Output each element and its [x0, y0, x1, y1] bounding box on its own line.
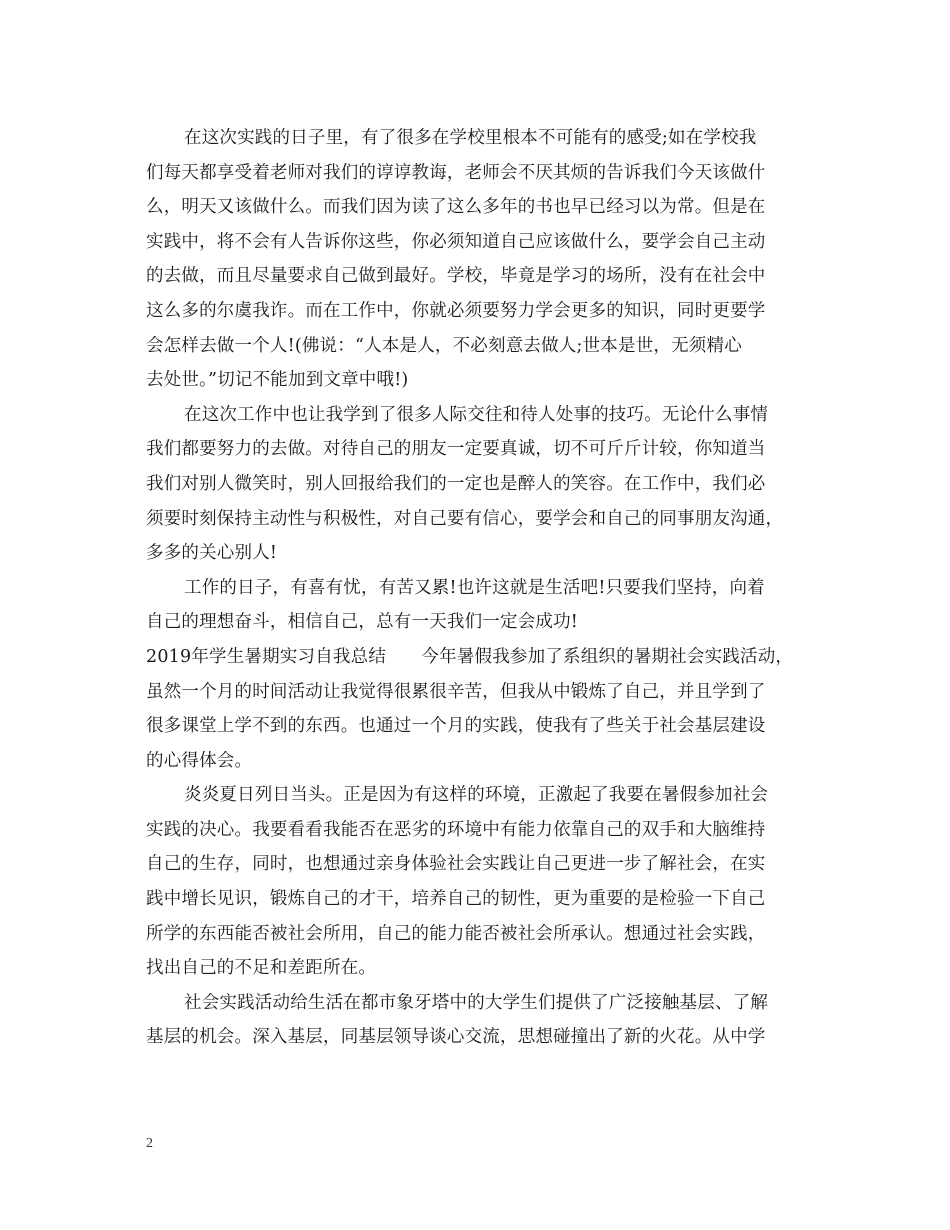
text-line: 们每天都享受着老师对我们的谆谆教诲，老师会不厌其烦的告诉我们今天该做什 [146, 162, 766, 183]
text-line: 的去做，而且尽量要求自己做到最好。学校，毕竟是学习的场所，没有在社会中 [146, 266, 766, 287]
text-line: 社会实践活动给生活在都市象牙塔中的大学生们提供了广泛接触基层、了解 [184, 992, 769, 1013]
text-line: 在这次实践的日子里，有了很多在学校里根本不可能有的感受;如在学校我 [184, 128, 757, 148]
text-line: 实践的决心。我要看看我能否在恶劣的环境中有能力依靠自己的双手和大脑维持 [146, 819, 766, 840]
text-line: 这么多的尔虞我诈。而在工作中，你就必须要努力学会更多的知识，同时更要学 [146, 300, 766, 321]
text-line: 找出自己的不足和差距所在。 [146, 958, 377, 979]
text-line: 在这次工作中也让我学到了很多人际交往和待人处事的技巧。无论什么事情 [184, 404, 769, 425]
text-line: 去处世。”切记不能加到文章中哦!) [146, 370, 409, 391]
text-line: 自己的生存，同时，也想通过亲身体验社会实践让自己更进一步了解社会，在实 [146, 854, 766, 875]
page-number: 2 [146, 1136, 153, 1151]
text-line: 我们对别人微笑时，别人回报给我们的一定也是醉人的笑容。在工作中，我们必 [146, 473, 766, 494]
text-line: 虽然一个月的时间活动让我觉得很累很辛苦，但我从中锻炼了自己，并且学到了 [146, 681, 766, 702]
text-line: 多多的关心别人! [146, 543, 278, 564]
text-line: 炎炎夏日列日当头。正是因为有这样的环境，正激起了我要在暑假参加社会 [184, 785, 769, 806]
text-line: 实践中，将不会有人告诉你这些，你必须知道自己应该做什么，要学会自己主动 [146, 231, 766, 252]
text-line: 的心得体会。 [146, 750, 253, 771]
text-line: 我们都要努力的去做。对待自己的朋友一定要真诚，切不可斤斤计较，你知道当 [146, 439, 766, 460]
text-line: 自己的理想奋斗，相信自己，总有一天我们一定会成功! [146, 612, 579, 633]
document-body [146, 121, 806, 1055]
text-line: 基层的机会。深入基层，同基层领导谈心交流，思想碰撞出了新的火花。从中学 [146, 1027, 766, 1048]
text-line: 践中增长见识，锻炼自己的才干，培养自己的韧性，更为重要的是检验一下自己 [146, 889, 766, 910]
text-line: 2019年学生暑期实习自我总结 今年暑假我参加了系组织的暑期社会实践活动， [146, 646, 794, 667]
text-line: 工作的日子，有喜有忧，有苦又累!也许这就是生活吧!只要我们坚持，向着 [184, 577, 765, 598]
text-line: 会怎样去做一个人!(佛说：“人本是人，不必刻意去做人;世本是世，无须精心 [146, 335, 742, 356]
text-line: 么，明天又该做什么。而我们因为读了这么多年的书也早已经习以为常。但是在 [146, 197, 766, 218]
text-line: 很多课堂上学不到的东西。也通过一个月的实践，使我有了些关于社会基层建设 [146, 716, 766, 737]
text-line: 所学的东西能否被社会所用，自己的能力能否被社会所承认。想通过社会实践， [146, 923, 766, 944]
text-line: 须要时刻保持主动性与积极性，对自己要有信心，要学会和自己的同事朋友沟通， [146, 508, 784, 529]
